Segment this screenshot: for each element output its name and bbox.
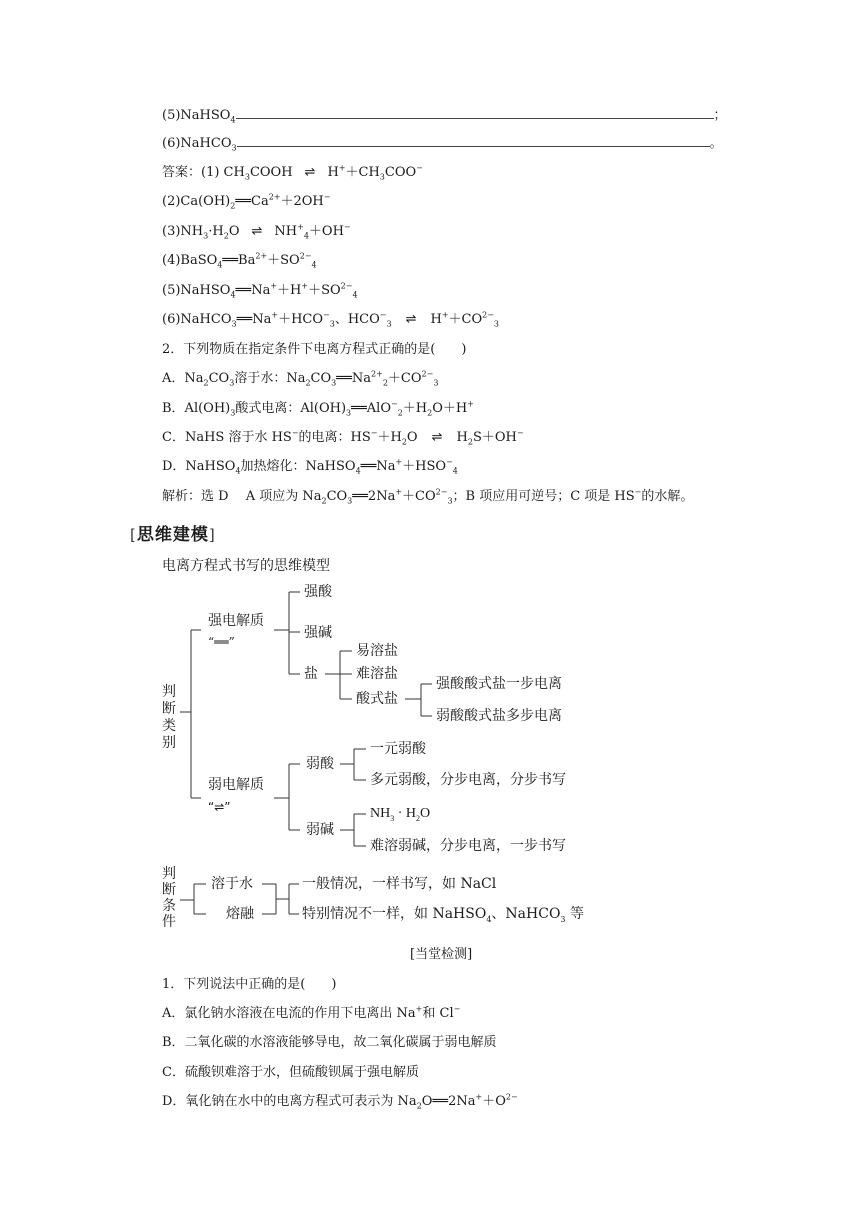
analysis: 解析：选 D A 项应为 $Na_2CO_3══2Na^++CO^{2-}_3$；B 项应用可逆号；C 项是 HS−的水解。	[162, 487, 694, 506]
option-a: A．$Na_2CO_3$溶于水：$Na_2CO_3══Na^{2+}_2+CO^{2-}_3$	[162, 369, 439, 388]
answer-4: $(4)BaSO_4══Ba^{2+}+SO^{2-}_4$	[162, 251, 317, 270]
option-d: D．NaHSO$_4$加热熔化：$NaHSO_4══Na^++HSO^-_4$	[162, 457, 458, 476]
mono-weak-acid-node: 一元弱酸	[370, 741, 426, 757]
weak-symbol: “⇌”	[208, 800, 231, 814]
special-case-node: 特别情况不一样，如 NaHSO$_4$、NaHCO$_3$ 等	[302, 906, 584, 924]
judge-category-label: 判断类别	[162, 684, 176, 751]
strong-acid-salt-node: 强酸酸式盐一步电离	[436, 676, 562, 692]
poly-weak-acid-node: 多元弱酸，分步电离，分步书写	[370, 772, 566, 788]
q6-label: (6)NaHCO	[162, 136, 232, 151]
general-case-node: 一般情况，一样书写，如 NaCl	[302, 876, 497, 892]
strong-electrolyte-node: 强电解质	[208, 613, 264, 629]
nh3-h2o-node: $NH_3 \cdot H_2O$	[370, 806, 431, 823]
weak-base-node: 弱碱	[306, 822, 334, 838]
q6-sub: 3	[231, 143, 237, 153]
option-b: B．$Al(OH)_3$酸式电离：$Al(OH)_3══AlO^-_2+H_2O+H^+$	[162, 399, 474, 418]
q5-end: ；	[713, 108, 727, 123]
weak-acid-node: 弱酸	[306, 756, 334, 772]
check-option-b: B．二氧化碳的水溶液能够导电，故二氧化碳属于弱电解质	[162, 1035, 497, 1050]
reversible-arrow: ⇌	[304, 165, 316, 180]
check-option-a: A．氯化钠水溶液在电流的作用下电离出 Na+和 Cl−	[162, 1004, 461, 1021]
insoluble-salt-node: 难溶盐	[356, 666, 398, 682]
answer-5: $(5)NaHSO_4══Na^++H^++SO^{2-}_4$	[162, 281, 358, 300]
soluble-salt-node: 易溶盐	[356, 643, 398, 659]
answer-6: $(6)NaHCO_3══Na^++HCO^-_3$、$HCO^-_3$ ⇌ $H^++CO^{2-}_3$	[162, 310, 500, 329]
option-c: C．NaHS 溶于水 HS−的电离：$HS^-+H_2O$ ⇌ $H_2S+OH^-$	[162, 428, 524, 447]
section-heading: [思维建模]	[130, 525, 216, 545]
salt-node: 盐	[304, 666, 318, 682]
judge-condition-label: 判断条件	[162, 866, 176, 930]
check-heading: [当堂检测]	[410, 947, 473, 962]
q5-label: (5)NaHSO	[162, 108, 231, 123]
dissolve-node: 溶于水	[211, 876, 253, 892]
check-question-1: 1．下列说法中正确的是( )	[162, 977, 337, 992]
weak-electrolyte-node: 弱电解质	[208, 777, 264, 793]
strong-acid-node: 强酸	[304, 584, 332, 600]
check-option-d: D．氧化钠在水中的电离方程式可表示为 $Na_2O══2Na^++O^{2-}$	[162, 1092, 518, 1111]
strong-symbol: “══”	[208, 635, 235, 649]
q6-end: 。	[709, 136, 723, 151]
section-title: 思维建模	[136, 525, 209, 545]
melt-node: 熔融	[226, 906, 254, 922]
answer-3: $(3)NH_3\cdot H_2O$ ⇌ $NH^+_4+OH^-$	[162, 222, 351, 241]
strong-base-node: 强碱	[304, 625, 332, 641]
weak-acid-salt-node: 弱酸酸式盐多步电离	[436, 708, 562, 724]
reversible-arrow: ⇌	[405, 312, 417, 327]
insoluble-weak-base-node: 难溶弱碱，分步电离，一步书写	[370, 838, 566, 854]
question-2-stem: 2．下列物质在指定条件下电离方程式正确的是( )	[162, 342, 467, 357]
diagram-caption: 电离方程式书写的思维模型	[162, 558, 330, 574]
reversible-arrow: ⇌	[251, 224, 263, 239]
answer-2: $(2)Ca(OH)_2══Ca^{2+}+2OH^-$	[162, 192, 331, 211]
check-option-c: C．硫酸钡难溶于水，但硫酸钡属于强电解质	[162, 1065, 419, 1080]
q5-sub: 4	[230, 115, 236, 125]
acid-salt-node: 酸式盐	[356, 691, 398, 707]
reversible-arrow: ⇌	[431, 430, 443, 445]
answer-1: 答案：(1) $CH_3COOH$ ⇌ $H^++CH_3COO^-$	[162, 163, 423, 182]
